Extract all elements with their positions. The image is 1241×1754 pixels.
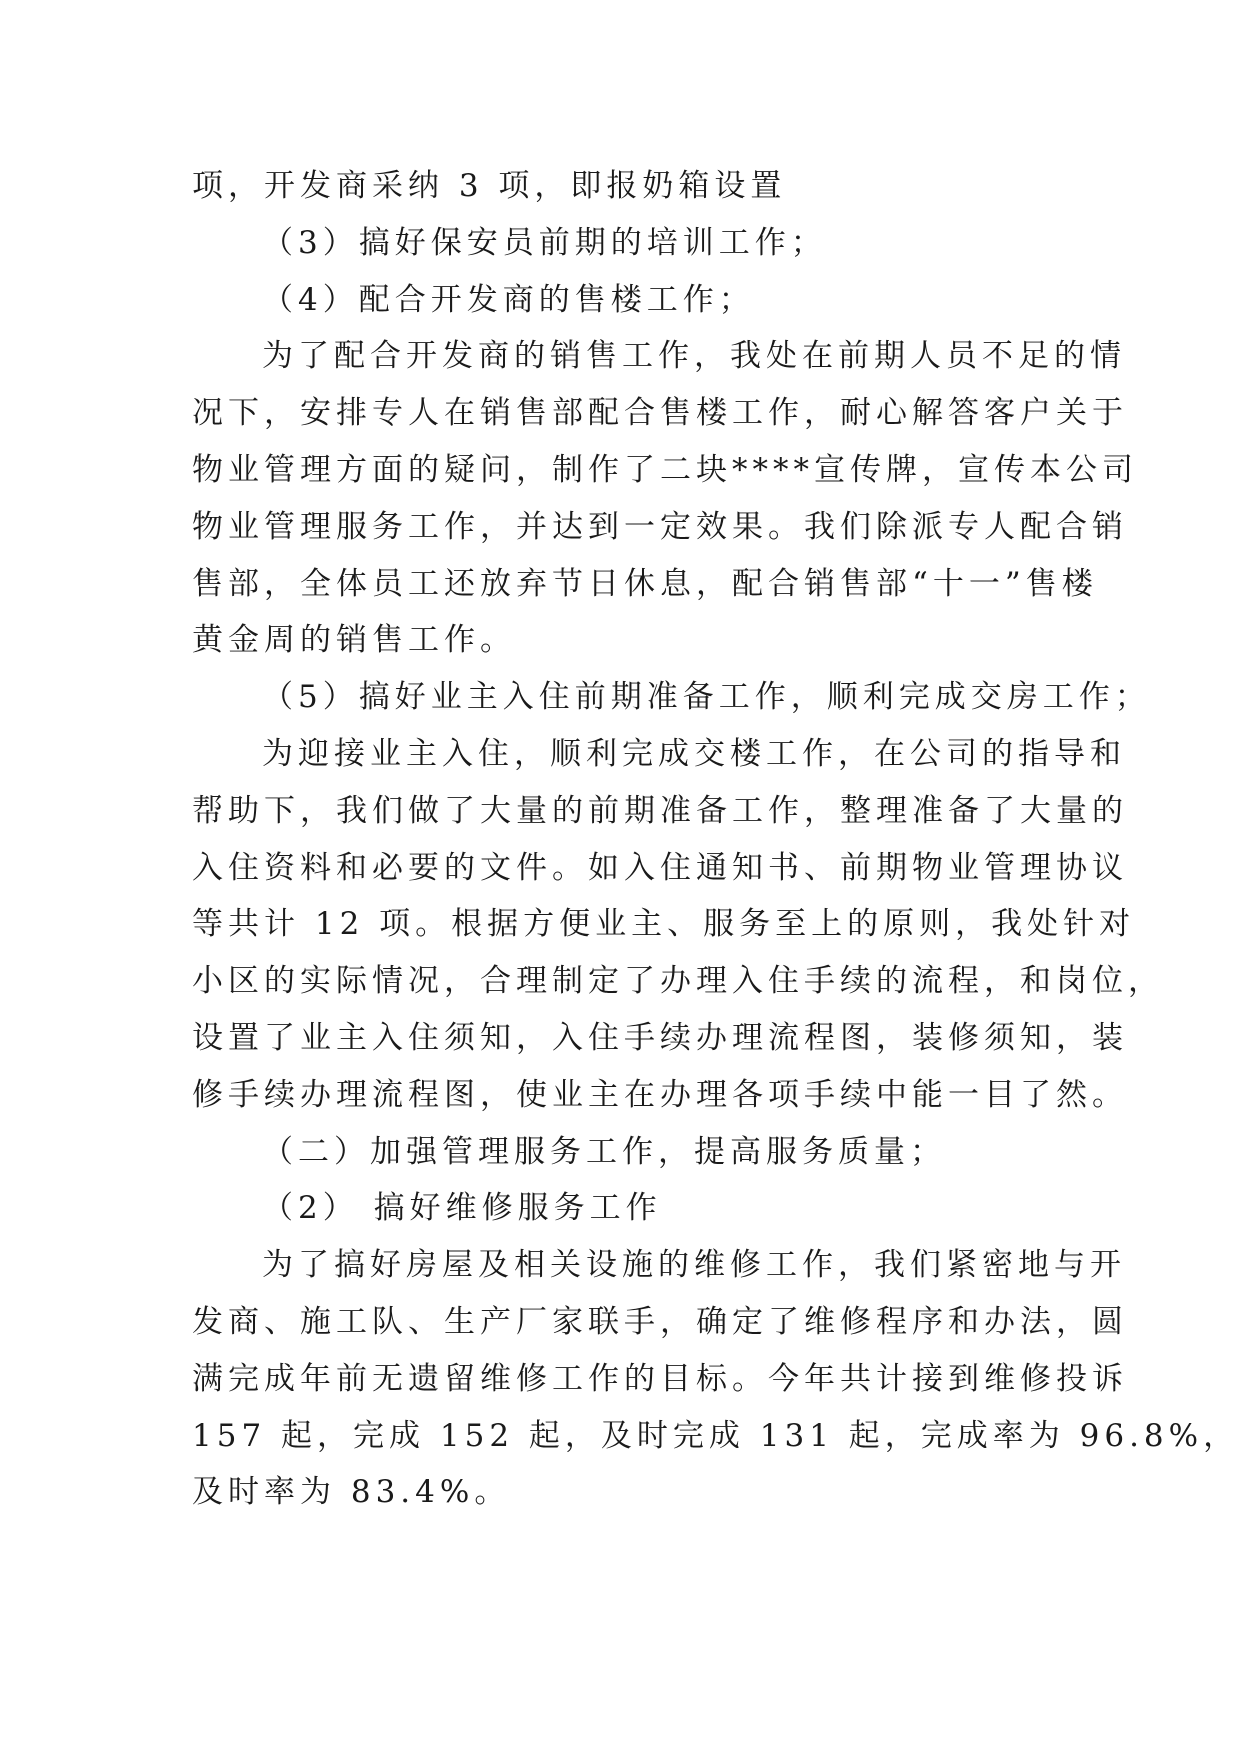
text-line: 售部，全体员工还放弃节日休息，配合销售部“十一”售楼 xyxy=(192,565,1098,602)
text-line: 设置了业主入住须知，入住手续办理流程图，装修须知，装 xyxy=(192,1019,1128,1056)
text-line: 况下，安排专人在销售部配合售楼工作，耐心解答客户关于 xyxy=(192,395,1128,432)
section-heading: （二）加强管理服务工作，提高服务质量； xyxy=(262,1133,946,1170)
text-line: 及时率为 83.4%。 xyxy=(192,1474,511,1511)
text-line: 发商、施工队、生产厂家联手，确定了维修程序和办法，圆 xyxy=(192,1303,1128,1340)
text-line: 物业管理方面的疑问，制作了二块****宣传牌，宣传本公司 xyxy=(192,451,1138,488)
text-line: 物业管理服务工作，并达到一定效果。我们除派专人配合销 xyxy=(192,508,1128,545)
list-item-4: （4）配合开发商的售楼工作； xyxy=(262,281,755,318)
text-line: 小区的实际情况，合理制定了办理入住手续的流程，和岗位， xyxy=(192,963,1164,1000)
paragraph-start: 为迎接业主入住，顺利完成交楼工作，在公司的指导和 xyxy=(262,735,1126,772)
text-line: 修手续办理流程图，使业主在办理各项手续中能一目了然。 xyxy=(192,1076,1128,1113)
text-line: 157 起，完成 152 起，及时完成 131 起，完成率为 96.8%， xyxy=(192,1417,1240,1454)
text-line: 项，开发商采纳 3 项，即报奶箱设置 xyxy=(192,168,787,204)
list-item-5: （5）搞好业主入住前期准备工作，顺利完成交房工作； xyxy=(262,679,1151,716)
text-line: 帮助下，我们做了大量的前期准备工作，整理准备了大量的 xyxy=(192,792,1128,829)
text-line: 满完成年前无遗留维修工作的目标。今年共计接到维修投诉 xyxy=(192,1360,1128,1397)
list-item-3: （3）搞好保安员前期的培训工作； xyxy=(262,224,827,261)
text-line: 等共计 12 项。根据方便业主、服务至上的原则，我处针对 xyxy=(192,906,1136,943)
text-line: 黄金周的销售工作。 xyxy=(192,622,516,659)
text-line: 入住资料和必要的文件。如入住通知书、前期物业管理协议 xyxy=(192,849,1128,886)
list-item-2: （2） 搞好维修服务工作 xyxy=(262,1190,662,1227)
paragraph-start: 为了搞好房屋及相关设施的维修工作，我们紧密地与开 xyxy=(262,1247,1126,1284)
document-body xyxy=(192,158,1240,1521)
paragraph-start: 为了配合开发商的销售工作，我处在前期人员不足的情 xyxy=(262,338,1126,375)
